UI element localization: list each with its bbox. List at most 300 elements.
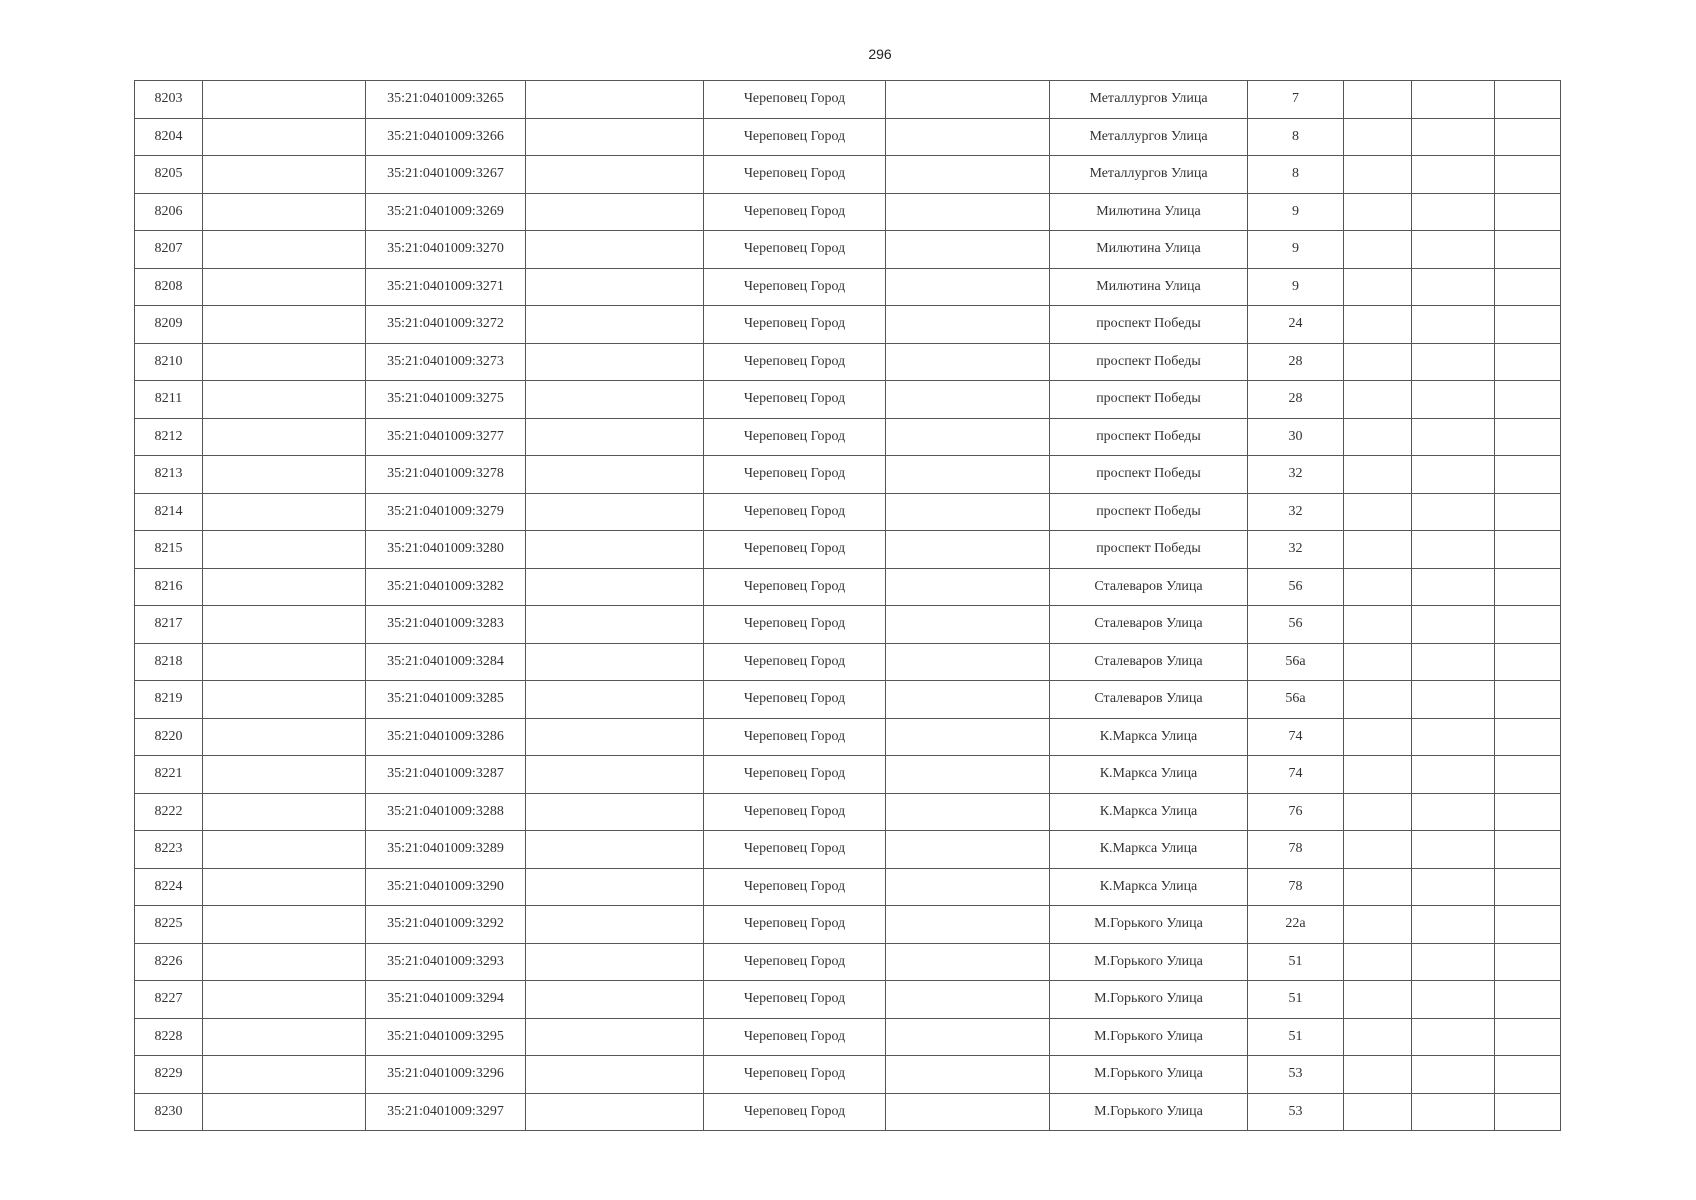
cell-house: 32 — [1248, 456, 1344, 494]
cell-row-number: 8214 — [135, 493, 203, 531]
cell-empty — [1344, 681, 1412, 719]
table-row — [135, 643, 1561, 681]
table-row — [135, 156, 1561, 194]
cell-empty — [1412, 231, 1495, 269]
cell-empty — [526, 531, 704, 569]
cell-empty — [886, 943, 1050, 981]
cell-empty — [886, 343, 1050, 381]
cell-house: 76 — [1248, 793, 1344, 831]
cell-empty — [886, 718, 1050, 756]
cell-empty — [1344, 718, 1412, 756]
cell-empty — [526, 118, 704, 156]
cell-row-number: 8229 — [135, 1056, 203, 1094]
cell-empty — [1495, 231, 1561, 269]
cell-cadastral-number: 35:21:0401009:3292 — [366, 906, 526, 944]
cell-row-number: 8207 — [135, 231, 203, 269]
cell-empty — [1495, 606, 1561, 644]
cell-empty — [203, 1056, 366, 1094]
cell-cadastral-number: 35:21:0401009:3280 — [366, 531, 526, 569]
cell-empty — [1495, 306, 1561, 344]
table-row — [135, 381, 1561, 419]
cell-street: М.Горького Улица — [1050, 1056, 1248, 1094]
cell-empty — [1495, 718, 1561, 756]
cell-row-number: 8218 — [135, 643, 203, 681]
cell-empty — [203, 1018, 366, 1056]
cell-street: М.Горького Улица — [1050, 1093, 1248, 1131]
cell-empty — [1412, 156, 1495, 194]
cell-empty — [886, 81, 1050, 119]
table-row — [135, 193, 1561, 231]
cell-city: Череповец Город — [704, 718, 886, 756]
cell-street: Металлургов Улица — [1050, 81, 1248, 119]
cell-empty — [203, 831, 366, 869]
cell-city: Череповец Город — [704, 493, 886, 531]
cell-empty — [1412, 943, 1495, 981]
cell-empty — [203, 118, 366, 156]
cell-empty — [1495, 943, 1561, 981]
table-row — [135, 493, 1561, 531]
cell-city: Череповец Город — [704, 306, 886, 344]
cell-empty — [1412, 831, 1495, 869]
cell-house: 56а — [1248, 681, 1344, 719]
cell-empty — [1412, 381, 1495, 419]
cell-empty — [1495, 418, 1561, 456]
cell-empty — [886, 493, 1050, 531]
cell-empty — [1412, 718, 1495, 756]
cell-street: проспект Победы — [1050, 343, 1248, 381]
table-row — [135, 606, 1561, 644]
cell-empty — [886, 981, 1050, 1019]
cell-empty — [1495, 456, 1561, 494]
cell-city: Череповец Город — [704, 1018, 886, 1056]
cell-house: 51 — [1248, 1018, 1344, 1056]
cell-empty — [1344, 643, 1412, 681]
cell-empty — [1495, 193, 1561, 231]
cell-house: 56а — [1248, 643, 1344, 681]
cell-cadastral-number: 35:21:0401009:3273 — [366, 343, 526, 381]
cell-city: Череповец Город — [704, 793, 886, 831]
cell-empty — [203, 268, 366, 306]
cell-empty — [1344, 756, 1412, 794]
cell-street: Сталеваров Улица — [1050, 568, 1248, 606]
cell-empty — [886, 1018, 1050, 1056]
cell-empty — [886, 193, 1050, 231]
cell-empty — [1344, 831, 1412, 869]
cell-cadastral-number: 35:21:0401009:3271 — [366, 268, 526, 306]
table-row — [135, 118, 1561, 156]
cell-empty — [203, 756, 366, 794]
cell-empty — [1344, 606, 1412, 644]
cell-house: 56 — [1248, 606, 1344, 644]
cell-empty — [1495, 493, 1561, 531]
cell-empty — [203, 156, 366, 194]
cell-empty — [526, 268, 704, 306]
cell-empty — [526, 306, 704, 344]
cell-empty — [1495, 1056, 1561, 1094]
cell-city: Череповец Город — [704, 981, 886, 1019]
cell-house: 9 — [1248, 231, 1344, 269]
cell-empty — [1495, 906, 1561, 944]
cell-house: 51 — [1248, 943, 1344, 981]
cell-empty — [1495, 756, 1561, 794]
cell-empty — [203, 568, 366, 606]
cell-city: Череповец Город — [704, 943, 886, 981]
table-row — [135, 1093, 1561, 1131]
cell-cadastral-number: 35:21:0401009:3272 — [366, 306, 526, 344]
cell-row-number: 8211 — [135, 381, 203, 419]
table-row — [135, 1056, 1561, 1094]
cell-cadastral-number: 35:21:0401009:3294 — [366, 981, 526, 1019]
cell-cadastral-number: 35:21:0401009:3289 — [366, 831, 526, 869]
cell-street: проспект Победы — [1050, 493, 1248, 531]
cell-empty — [1344, 306, 1412, 344]
table-row — [135, 831, 1561, 869]
cell-row-number: 8204 — [135, 118, 203, 156]
cell-empty — [526, 343, 704, 381]
cell-empty — [203, 343, 366, 381]
cell-empty — [203, 943, 366, 981]
cell-cadastral-number: 35:21:0401009:3296 — [366, 1056, 526, 1094]
cell-cadastral-number: 35:21:0401009:3286 — [366, 718, 526, 756]
table-row — [135, 268, 1561, 306]
cell-cadastral-number: 35:21:0401009:3265 — [366, 81, 526, 119]
cell-city: Череповец Город — [704, 906, 886, 944]
cell-empty — [886, 793, 1050, 831]
cell-empty — [1495, 568, 1561, 606]
cell-city: Череповец Город — [704, 568, 886, 606]
cell-empty — [1344, 81, 1412, 119]
cell-house: 74 — [1248, 718, 1344, 756]
cell-empty — [1344, 1018, 1412, 1056]
cell-row-number: 8227 — [135, 981, 203, 1019]
cell-empty — [886, 1056, 1050, 1094]
cell-empty — [1412, 793, 1495, 831]
cell-empty — [1344, 418, 1412, 456]
cell-row-number: 8205 — [135, 156, 203, 194]
cell-empty — [526, 81, 704, 119]
cell-empty — [203, 1093, 366, 1131]
cell-street: К.Маркса Улица — [1050, 756, 1248, 794]
cell-street: проспект Победы — [1050, 456, 1248, 494]
cell-city: Череповец Город — [704, 681, 886, 719]
cell-row-number: 8225 — [135, 906, 203, 944]
cell-street: К.Маркса Улица — [1050, 868, 1248, 906]
cell-empty — [1412, 493, 1495, 531]
cell-empty — [1344, 906, 1412, 944]
cell-cadastral-number: 35:21:0401009:3270 — [366, 231, 526, 269]
cell-empty — [1412, 643, 1495, 681]
cell-empty — [886, 681, 1050, 719]
cell-empty — [526, 456, 704, 494]
cell-empty — [886, 868, 1050, 906]
cell-city: Череповец Город — [704, 868, 886, 906]
cell-row-number: 8221 — [135, 756, 203, 794]
cell-empty — [1495, 868, 1561, 906]
table-row — [135, 981, 1561, 1019]
cell-row-number: 8220 — [135, 718, 203, 756]
cell-empty — [203, 681, 366, 719]
cell-house: 30 — [1248, 418, 1344, 456]
cell-city: Череповец Город — [704, 81, 886, 119]
cell-street: К.Маркса Улица — [1050, 718, 1248, 756]
cell-empty — [1495, 156, 1561, 194]
cell-row-number: 8208 — [135, 268, 203, 306]
cell-empty — [1344, 343, 1412, 381]
cell-cadastral-number: 35:21:0401009:3295 — [366, 1018, 526, 1056]
cell-cadastral-number: 35:21:0401009:3277 — [366, 418, 526, 456]
cell-row-number: 8212 — [135, 418, 203, 456]
cell-empty — [203, 531, 366, 569]
cell-empty — [203, 718, 366, 756]
cell-house: 28 — [1248, 381, 1344, 419]
cell-empty — [1412, 868, 1495, 906]
cell-empty — [203, 456, 366, 494]
cell-row-number: 8223 — [135, 831, 203, 869]
cell-empty — [1344, 381, 1412, 419]
cell-empty — [526, 493, 704, 531]
cell-empty — [886, 381, 1050, 419]
cell-empty — [526, 568, 704, 606]
cell-city: Череповец Город — [704, 531, 886, 569]
cell-empty — [526, 418, 704, 456]
cell-empty — [1495, 268, 1561, 306]
cell-empty — [1344, 1093, 1412, 1131]
cell-house: 32 — [1248, 493, 1344, 531]
cell-row-number: 8217 — [135, 606, 203, 644]
cell-cadastral-number: 35:21:0401009:3275 — [366, 381, 526, 419]
cell-empty — [526, 718, 704, 756]
cell-empty — [1495, 81, 1561, 119]
cell-house: 78 — [1248, 831, 1344, 869]
cell-empty — [1412, 906, 1495, 944]
cell-house: 51 — [1248, 981, 1344, 1019]
cell-empty — [526, 681, 704, 719]
cell-city: Череповец Город — [704, 606, 886, 644]
cell-row-number: 8203 — [135, 81, 203, 119]
cell-empty — [1412, 81, 1495, 119]
cell-cadastral-number: 35:21:0401009:3293 — [366, 943, 526, 981]
cell-empty — [526, 1093, 704, 1131]
cell-empty — [1344, 981, 1412, 1019]
cell-street: Сталеваров Улица — [1050, 606, 1248, 644]
cell-street: М.Горького Улица — [1050, 981, 1248, 1019]
cell-empty — [203, 793, 366, 831]
cell-row-number: 8216 — [135, 568, 203, 606]
cell-row-number: 8228 — [135, 1018, 203, 1056]
cell-row-number: 8222 — [135, 793, 203, 831]
cell-empty — [1344, 118, 1412, 156]
cell-empty — [203, 381, 366, 419]
table-row — [135, 418, 1561, 456]
cell-row-number: 8230 — [135, 1093, 203, 1131]
cell-empty — [1495, 118, 1561, 156]
cell-cadastral-number: 35:21:0401009:3290 — [366, 868, 526, 906]
cell-empty — [1412, 418, 1495, 456]
cell-empty — [1412, 118, 1495, 156]
cell-street: проспект Победы — [1050, 418, 1248, 456]
cell-city: Череповец Город — [704, 756, 886, 794]
cell-empty — [886, 156, 1050, 194]
table-row — [135, 531, 1561, 569]
cell-empty — [1344, 231, 1412, 269]
cell-city: Череповец Город — [704, 156, 886, 194]
cell-empty — [1412, 343, 1495, 381]
cell-empty — [886, 118, 1050, 156]
page-number: 296 — [868, 46, 892, 62]
cell-empty — [1412, 306, 1495, 344]
cell-cadastral-number: 35:21:0401009:3282 — [366, 568, 526, 606]
table-row — [135, 906, 1561, 944]
cell-row-number: 8206 — [135, 193, 203, 231]
cell-street: М.Горького Улица — [1050, 906, 1248, 944]
cell-empty — [1412, 268, 1495, 306]
cell-city: Череповец Город — [704, 1056, 886, 1094]
cell-city: Череповец Город — [704, 343, 886, 381]
cell-empty — [886, 1093, 1050, 1131]
cell-street: К.Маркса Улица — [1050, 793, 1248, 831]
cell-empty — [886, 456, 1050, 494]
cell-house: 28 — [1248, 343, 1344, 381]
cell-cadastral-number: 35:21:0401009:3287 — [366, 756, 526, 794]
cell-empty — [1412, 1056, 1495, 1094]
cell-street: Сталеваров Улица — [1050, 681, 1248, 719]
cell-empty — [1344, 943, 1412, 981]
cell-empty — [1495, 981, 1561, 1019]
cell-cadastral-number: 35:21:0401009:3285 — [366, 681, 526, 719]
cell-row-number: 8226 — [135, 943, 203, 981]
cell-street: Металлургов Улица — [1050, 156, 1248, 194]
cell-empty — [1344, 531, 1412, 569]
cell-empty — [526, 868, 704, 906]
cell-empty — [1495, 1093, 1561, 1131]
table-row — [135, 943, 1561, 981]
cell-empty — [1412, 531, 1495, 569]
cell-house: 78 — [1248, 868, 1344, 906]
cell-house: 32 — [1248, 531, 1344, 569]
cell-empty — [203, 606, 366, 644]
cell-street: проспект Победы — [1050, 531, 1248, 569]
cell-cadastral-number: 35:21:0401009:3267 — [366, 156, 526, 194]
cell-city: Череповец Город — [704, 193, 886, 231]
cell-city: Череповец Город — [704, 643, 886, 681]
cell-empty — [1495, 343, 1561, 381]
cell-cadastral-number: 35:21:0401009:3278 — [366, 456, 526, 494]
cell-row-number: 8215 — [135, 531, 203, 569]
cell-house: 9 — [1248, 268, 1344, 306]
cell-empty — [886, 606, 1050, 644]
cell-row-number: 8210 — [135, 343, 203, 381]
table-row — [135, 456, 1561, 494]
table-row — [135, 681, 1561, 719]
cell-house: 56 — [1248, 568, 1344, 606]
cell-street: проспект Победы — [1050, 381, 1248, 419]
table-row — [135, 81, 1561, 119]
cell-empty — [886, 756, 1050, 794]
cell-empty — [526, 756, 704, 794]
cell-house: 74 — [1248, 756, 1344, 794]
cell-house: 53 — [1248, 1093, 1344, 1131]
cell-street: Милютина Улица — [1050, 193, 1248, 231]
cell-street: проспект Победы — [1050, 306, 1248, 344]
cell-house: 8 — [1248, 156, 1344, 194]
cell-empty — [1495, 381, 1561, 419]
cell-city: Череповец Город — [704, 831, 886, 869]
cell-empty — [1344, 193, 1412, 231]
table-row — [135, 868, 1561, 906]
cell-cadastral-number: 35:21:0401009:3288 — [366, 793, 526, 831]
cell-row-number: 8224 — [135, 868, 203, 906]
cell-empty — [526, 1056, 704, 1094]
cell-empty — [1495, 681, 1561, 719]
cell-empty — [1412, 756, 1495, 794]
cell-row-number: 8213 — [135, 456, 203, 494]
cell-house: 53 — [1248, 1056, 1344, 1094]
registry-table — [134, 80, 1561, 1131]
cell-empty — [886, 643, 1050, 681]
table-row — [135, 343, 1561, 381]
cell-street: М.Горького Улица — [1050, 1018, 1248, 1056]
cell-empty — [1412, 568, 1495, 606]
cell-empty — [1344, 268, 1412, 306]
cell-empty — [1344, 493, 1412, 531]
table-row — [135, 756, 1561, 794]
cell-empty — [203, 981, 366, 1019]
cell-street: Металлургов Улица — [1050, 118, 1248, 156]
cell-empty — [203, 193, 366, 231]
cell-empty — [526, 831, 704, 869]
cell-empty — [886, 906, 1050, 944]
cell-empty — [1344, 456, 1412, 494]
cell-empty — [1412, 456, 1495, 494]
cell-city: Череповец Город — [704, 231, 886, 269]
cell-empty — [203, 81, 366, 119]
cell-empty — [526, 943, 704, 981]
cell-empty — [203, 231, 366, 269]
cell-empty — [1412, 1018, 1495, 1056]
cell-street: К.Маркса Улица — [1050, 831, 1248, 869]
cell-row-number: 8209 — [135, 306, 203, 344]
cell-empty — [1344, 868, 1412, 906]
cell-house: 8 — [1248, 118, 1344, 156]
cell-street: Милютина Улица — [1050, 268, 1248, 306]
cell-empty — [526, 193, 704, 231]
cell-street: Милютина Улица — [1050, 231, 1248, 269]
cell-empty — [886, 831, 1050, 869]
cell-empty — [203, 868, 366, 906]
cell-empty — [1344, 156, 1412, 194]
cell-empty — [886, 418, 1050, 456]
cell-empty — [1412, 606, 1495, 644]
table-row — [135, 568, 1561, 606]
cell-empty — [203, 906, 366, 944]
table-row — [135, 793, 1561, 831]
cell-empty — [886, 268, 1050, 306]
cell-cadastral-number: 35:21:0401009:3283 — [366, 606, 526, 644]
cell-city: Череповец Город — [704, 118, 886, 156]
cell-house: 9 — [1248, 193, 1344, 231]
cell-city: Череповец Город — [704, 1093, 886, 1131]
cell-street: М.Горького Улица — [1050, 943, 1248, 981]
cell-house: 7 — [1248, 81, 1344, 119]
cell-house: 22а — [1248, 906, 1344, 944]
cell-empty — [886, 306, 1050, 344]
cell-cadastral-number: 35:21:0401009:3269 — [366, 193, 526, 231]
cell-empty — [1344, 568, 1412, 606]
cell-empty — [1344, 793, 1412, 831]
cell-empty — [886, 568, 1050, 606]
cell-empty — [203, 493, 366, 531]
cell-city: Череповец Город — [704, 418, 886, 456]
